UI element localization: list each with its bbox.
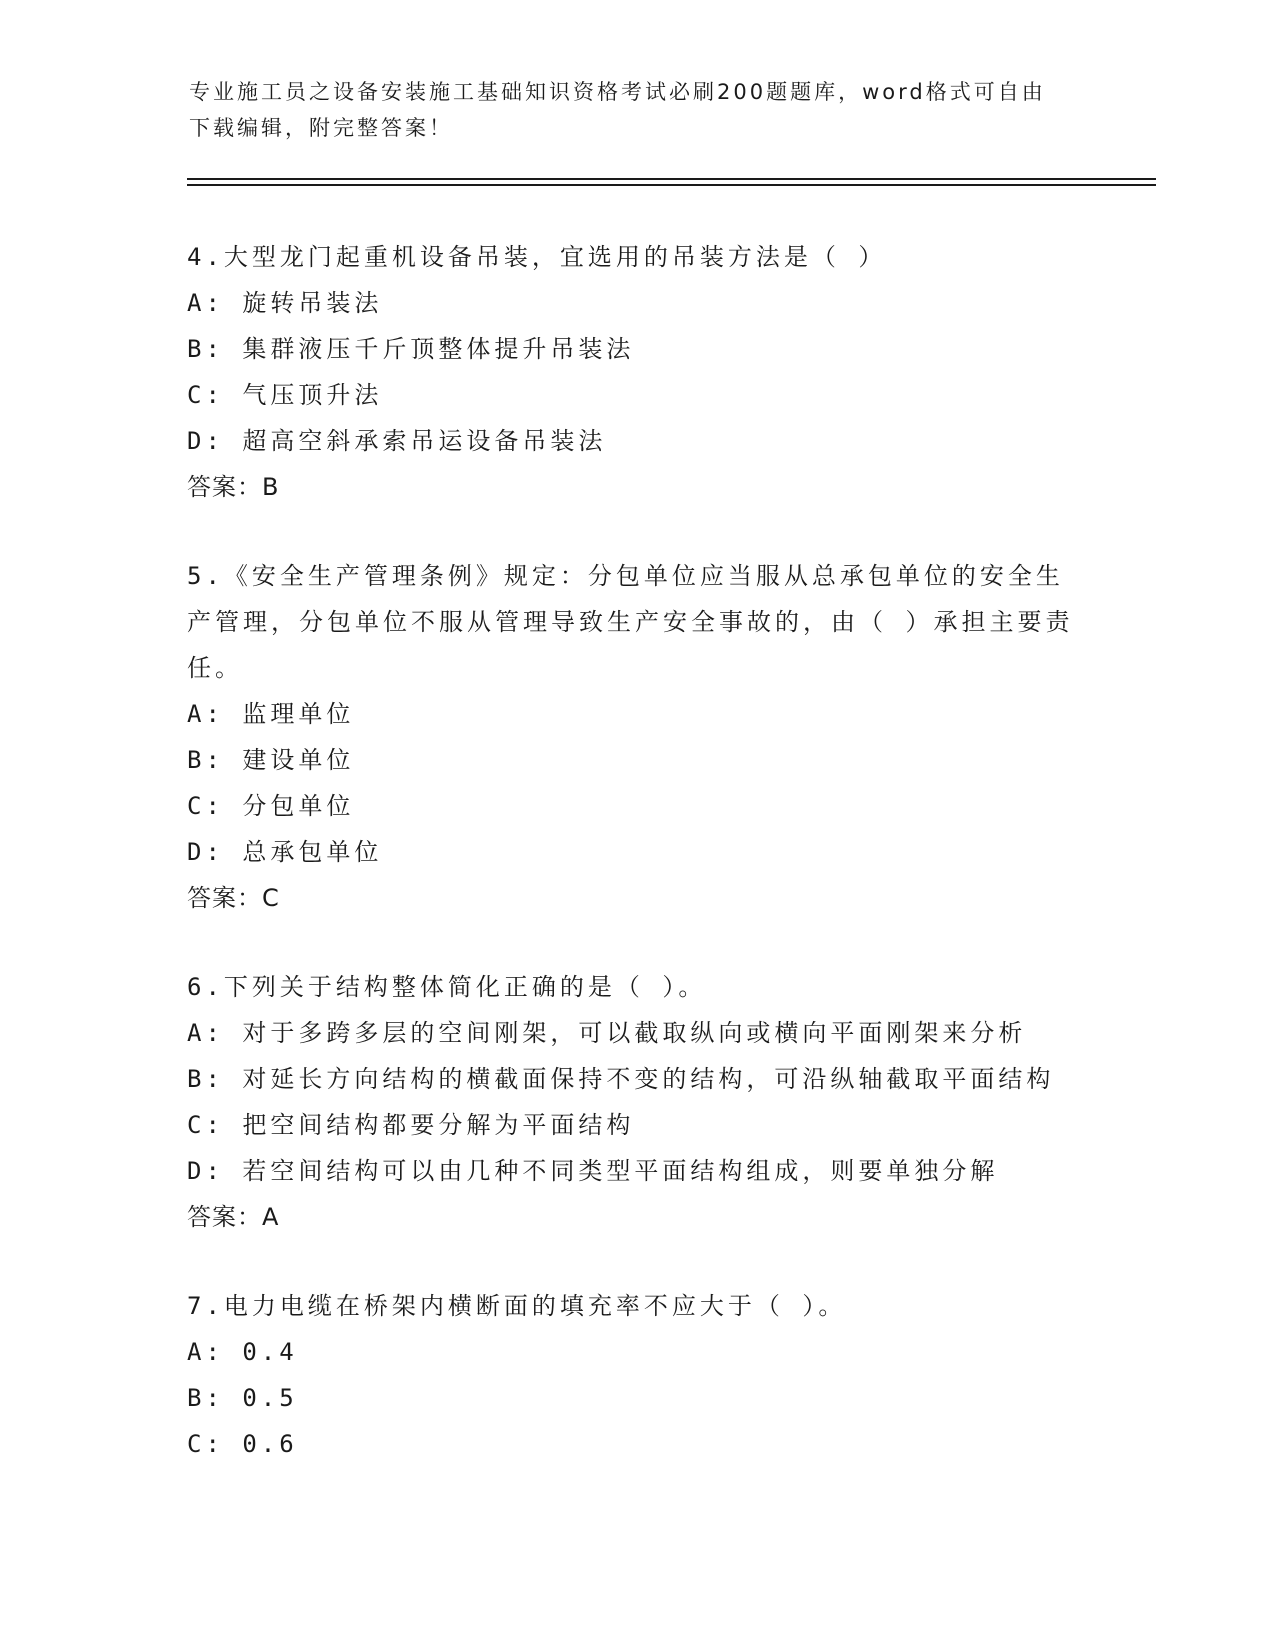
option-a: A: 旋转吊装法 bbox=[187, 289, 383, 317]
question-6 bbox=[187, 964, 1087, 1240]
header-divider-top bbox=[187, 178, 1156, 180]
question-4 bbox=[187, 234, 1087, 510]
answer: 答案：A bbox=[187, 1203, 280, 1231]
option-a: A: 对于多跨多层的空间刚架，可以截取纵向或横向平面刚架来分析 bbox=[187, 1019, 1027, 1047]
question-stem: 7.电力电缆在桥架内横断面的填充率不应大于（ ）。 bbox=[187, 1292, 847, 1320]
question-5 bbox=[187, 553, 1087, 921]
option-d: D: 总承包单位 bbox=[187, 838, 383, 866]
option-a: A: 0.4 bbox=[187, 1338, 298, 1366]
question-7 bbox=[187, 1283, 1087, 1467]
answer: 答案：B bbox=[187, 473, 280, 501]
header-divider-bottom bbox=[187, 184, 1156, 186]
option-a: A: 监理单位 bbox=[187, 700, 355, 728]
option-c: C: 把空间结构都要分解为平面结构 bbox=[187, 1111, 635, 1139]
question-stem: 4.大型龙门起重机设备吊装，宜选用的吊装方法是（ ） bbox=[187, 243, 887, 271]
option-d: D: 若空间结构可以由几种不同类型平面结构组成，则要单独分解 bbox=[187, 1157, 999, 1185]
document-title: 专业施工员之设备安装施工基础知识资格考试必刷200题题库，word格式可自由下载编辑，附完整答案！ bbox=[189, 80, 1046, 140]
option-c: C: 0.6 bbox=[187, 1430, 298, 1458]
question-stem: 6.下列关于结构整体简化正确的是（ ）。 bbox=[187, 973, 707, 1001]
question-stem: 5.《安全生产管理条例》规定：分包单位应当服从总承包单位的安全生产管理，分包单位不服从管理导致生产安全事故的，由（ ）承担主要责任。 bbox=[187, 562, 1074, 682]
option-b: B: 对延长方向结构的横截面保持不变的结构，可沿纵轴截取平面结构 bbox=[187, 1065, 1055, 1093]
option-b: B: 0.5 bbox=[187, 1384, 298, 1412]
option-d: D: 超高空斜承索吊运设备吊装法 bbox=[187, 427, 607, 455]
option-b: B: 建设单位 bbox=[187, 746, 355, 774]
option-c: C: 分包单位 bbox=[187, 792, 355, 820]
option-b: B: 集群液压千斤顶整体提升吊装法 bbox=[187, 335, 635, 363]
option-c: C: 气压顶升法 bbox=[187, 381, 383, 409]
answer: 答案：C bbox=[187, 884, 280, 912]
document-header bbox=[189, 74, 1069, 146]
